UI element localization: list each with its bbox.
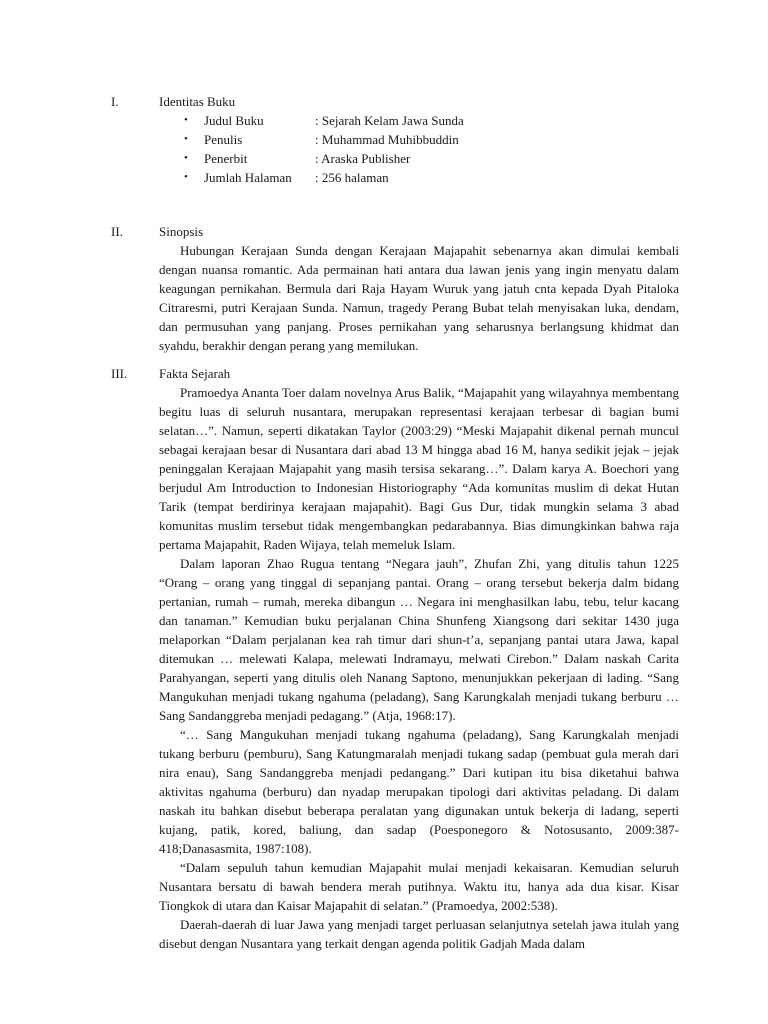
- bullet-icon: •: [184, 152, 188, 164]
- section-number: II.: [111, 224, 123, 239]
- paragraph: Hubungan Kerajaan Sunda dengan Kerajaan Majapahit sebenarnya akan dimulai kembali dengan nuansa romantic. Ada permainan hati antara dua lawan jenis yang ingin menyatu dalam keagungan pernikahan. Bermula dari Raja Hayam Wuruk yang jatuh cnta kepada Dyah Pitaloka Citraresmi, putri Kerajaan Sunda. Namun, tragedy Perang Bubat telah menyisakan luka, dendam, dan permusuhan yang panjang. Proses pernikahan yang seharusnya berlangsung khidmat dan syahdu, berakhir dengan perang yang memilukan.: [159, 243, 679, 353]
- section-heading: Sinopsis: [159, 224, 204, 239]
- item-value: : Araska Publisher: [315, 151, 411, 166]
- section-number: I.: [111, 94, 119, 109]
- bullet-icon: •: [184, 114, 188, 126]
- item-label: Penerbit: [204, 151, 248, 166]
- item-value: : 256 halaman: [315, 170, 389, 185]
- bullet-icon: •: [184, 171, 188, 183]
- paragraph: “… Sang Mangukuhan menjadi tukang ngahuma (peladang), Sang Karungkalah menjadi tukang berburu (pemburu), Sang Katungmaralah menjadi tukang sadap (pembuat gula merah dari nira enau), Sang Sandanggreba menjadi pedangang.” Dari kutipan itu bisa diketahui bahwa aktivitas ngahuma (berburu) dan nyadap merupakan tipologi dari aktivitas peladang. Di dalam naskah itu bahkan disebut beberapa peralatan yang digunakan untuk bekerja di ladang, seperti kujang, patik, kored, baliung, dan sadap (Poesponegoro & Notosusanto, 2009:387-418;Danasasmita, 1987:108).: [159, 727, 679, 856]
- item-value: : Muhammad Muhibbuddin: [315, 132, 459, 147]
- paragraph: Dalam laporan Zhao Rugua tentang “Negara jauh”, Zhufan Zhi, yang ditulis tahun 1225 “Orang – orang yang tinggal di sepanjang pantai. Orang – orang tersebut bekerja dalm bidang pertanian, rumah – rumah, mereka dibangun … Negara ini menghasilkan labu, tebu, telur kacang dan tanaman.” Kemudian buku perjalanan China Shunfeng Xiangsong dari sekitar 1430 juga melaporkan “Dalam perjalanan kea rah timur dari shun-t’a, sepanjang pantai utara Jawa, kapal ditemukan … melewati Kalapa, melewati Indramayu, melwati Cirebon.” Dalam naskah Carita Parahyangan, seperti yang ditulis oleh Nanang Saptono, menunjukkan pekerjaan di lading. “Sang Mangukuhan menjadi tukang ngahuma (peladang), Sang Karungkalah menjadi tukang berburu … Sang Sandanggreba menjadi pedagang.” (Atja, 1968:17).: [159, 556, 679, 723]
- item-label: Penulis: [204, 132, 243, 147]
- section-body: [159, 383, 679, 953]
- bullet-icon: •: [184, 133, 188, 145]
- item-label: Jumlah Halaman: [204, 170, 292, 185]
- paragraph: “Dalam sepuluh tahun kemudian Majapahit mulai menjadi kekaisaran. Kemudian seluruh Nusantara bersatu di bawah bendera merah putihnya. Waktu itu, hanya ada dua kisar. Kisar Tiongkok di utara dan Kaisar Majapahit di selatan.” (Pramoedya, 2002:538).: [159, 860, 679, 913]
- section-heading: Identitas Buku: [159, 94, 236, 109]
- section-heading: Fakta Sejarah: [159, 366, 231, 381]
- item-label: Judul Buku: [204, 113, 264, 128]
- section-number: III.: [111, 366, 128, 381]
- section-body: [159, 241, 679, 355]
- item-value: : Sejarah Kelam Jawa Sunda: [315, 113, 464, 128]
- paragraph: Pramoedya Ananta Toer dalam novelnya Arus Balik, “Majapahit yang wilayahnya membentang begitu luas di seluruh nusantara, merupakan representasi kerajaan terbesar di bagian bumi selatan…”. Namun, seperti dikatakan Taylor (2003:29) “Meski Majapahit dikenal pernah muncul sebagai kerajaan besar di Nusantara dari abad 13 M hingga abad 16 M, hanya sedikit jejak – jejak peninggalan Kerajaan Majapahit yang masih tersisa sekarang…”. Dalam karya A. Boechori yang berjudul Am Introduction to Indonesian Historiography “Ada komunitas muslim di dekat Hutan Tarik (tempat berdirinya kerajaan majapahit). Bagi Gus Dur, tidak mungkin selama 3 abad komunitas muslim tersebut tidak mengembangkan pedarabannya. Bias dimungkinkan bahwa raja pertama Majapahit, Raden Wijaya, telah memeluk Islam.: [159, 385, 679, 552]
- paragraph: Daerah-daerah di luar Jawa yang menjadi target perluasan selanjutnya setelah jawa itulah yang disebut dengan Nusantara yang terkait dengan agenda politik Gadjah Mada dalam: [159, 917, 679, 951]
